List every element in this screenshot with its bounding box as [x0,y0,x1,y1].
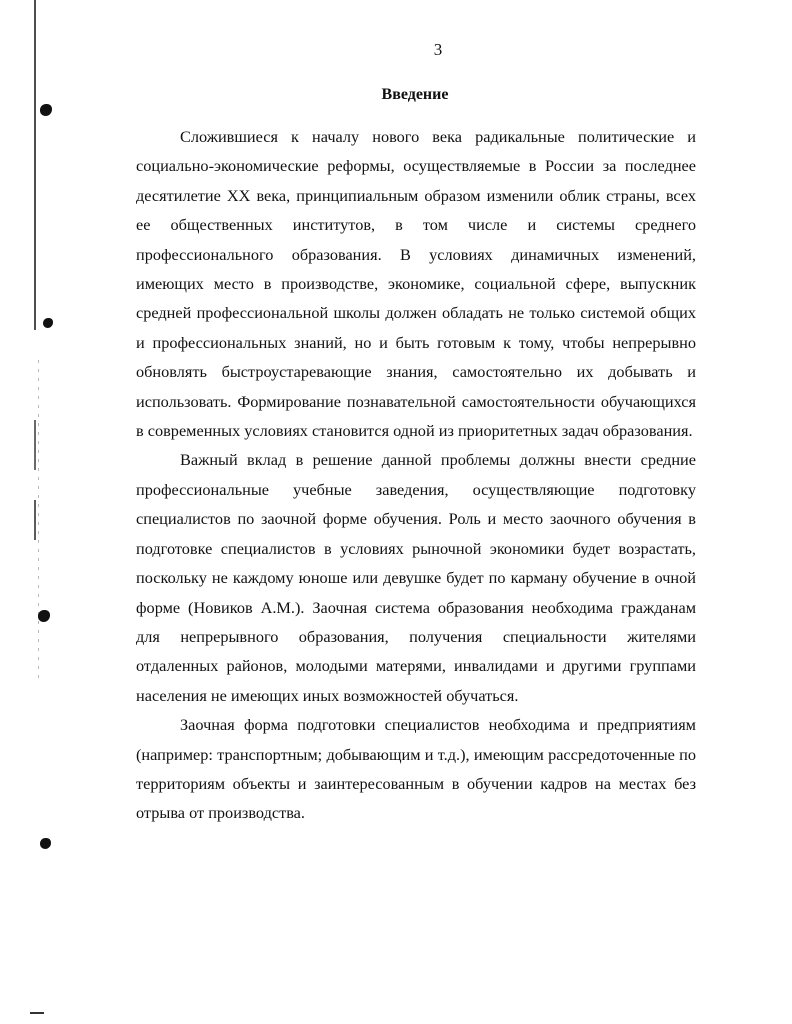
binding-edge-line [34,0,36,1024]
punch-hole-mark [40,104,52,116]
paragraph: Заочная форма подготовки специалистов необходима и предприятиям (например: транспортным; добывающим и т.д.), имеющим рассредоточенные по территориям объекты и заинтересованным в обучении кадров на местах без отрыва от производства. [136,715,696,823]
page-number: 3 [433,40,443,59]
body-text [136,122,696,828]
section-heading: Введение [381,86,449,103]
binding-edge-dots [38,360,39,680]
punch-hole-mark [40,838,51,849]
scan-corner-mark [30,1012,44,1014]
punch-hole-mark [38,610,50,622]
punch-hole-mark [43,318,53,328]
paragraph: Важный вклад в решение данной проблемы должны внести средние профессиональные учебные заведения, осуществляющие подготовку специалистов по заочной форме обучения. Роль и место заочного обучения в подготовке специалистов в условиях рыночной экономики будет возрастать, поскольку не каждому юноше или девушке будет по карману обучение в очной форме (Новиков А.М.). Заочная система образования необходима гражданам для непрерывного образования, получения специальности жителями отдаленных районов, молодыми матерями, инвалидами и другими группами населения не имеющих иных возможностей обучаться. [136,450,696,705]
paragraph: Сложившиеся к началу нового века радикальные политические и социально-экономические реформы, осуществляемые в России за последнее десятилетие XX века, принципиальным образом изменили облик страны, всех ее общественных институтов, в том числе и системы среднего профессионального образования. В условиях динамичных изменений, имеющих место в производстве, экономике, социальной сфере, выпускник средней профессиональной школы должен обладать не только системой общих и профессиональных знаний, но и быть готовым к тому, чтобы непрерывно обновлять быстроустаревающие знания, самостоятельно их добывать и использовать. Формирование познавательной самостоятельности обучающихся в современных условиях становится одной из приоритетных задач образования. [136,127,696,441]
